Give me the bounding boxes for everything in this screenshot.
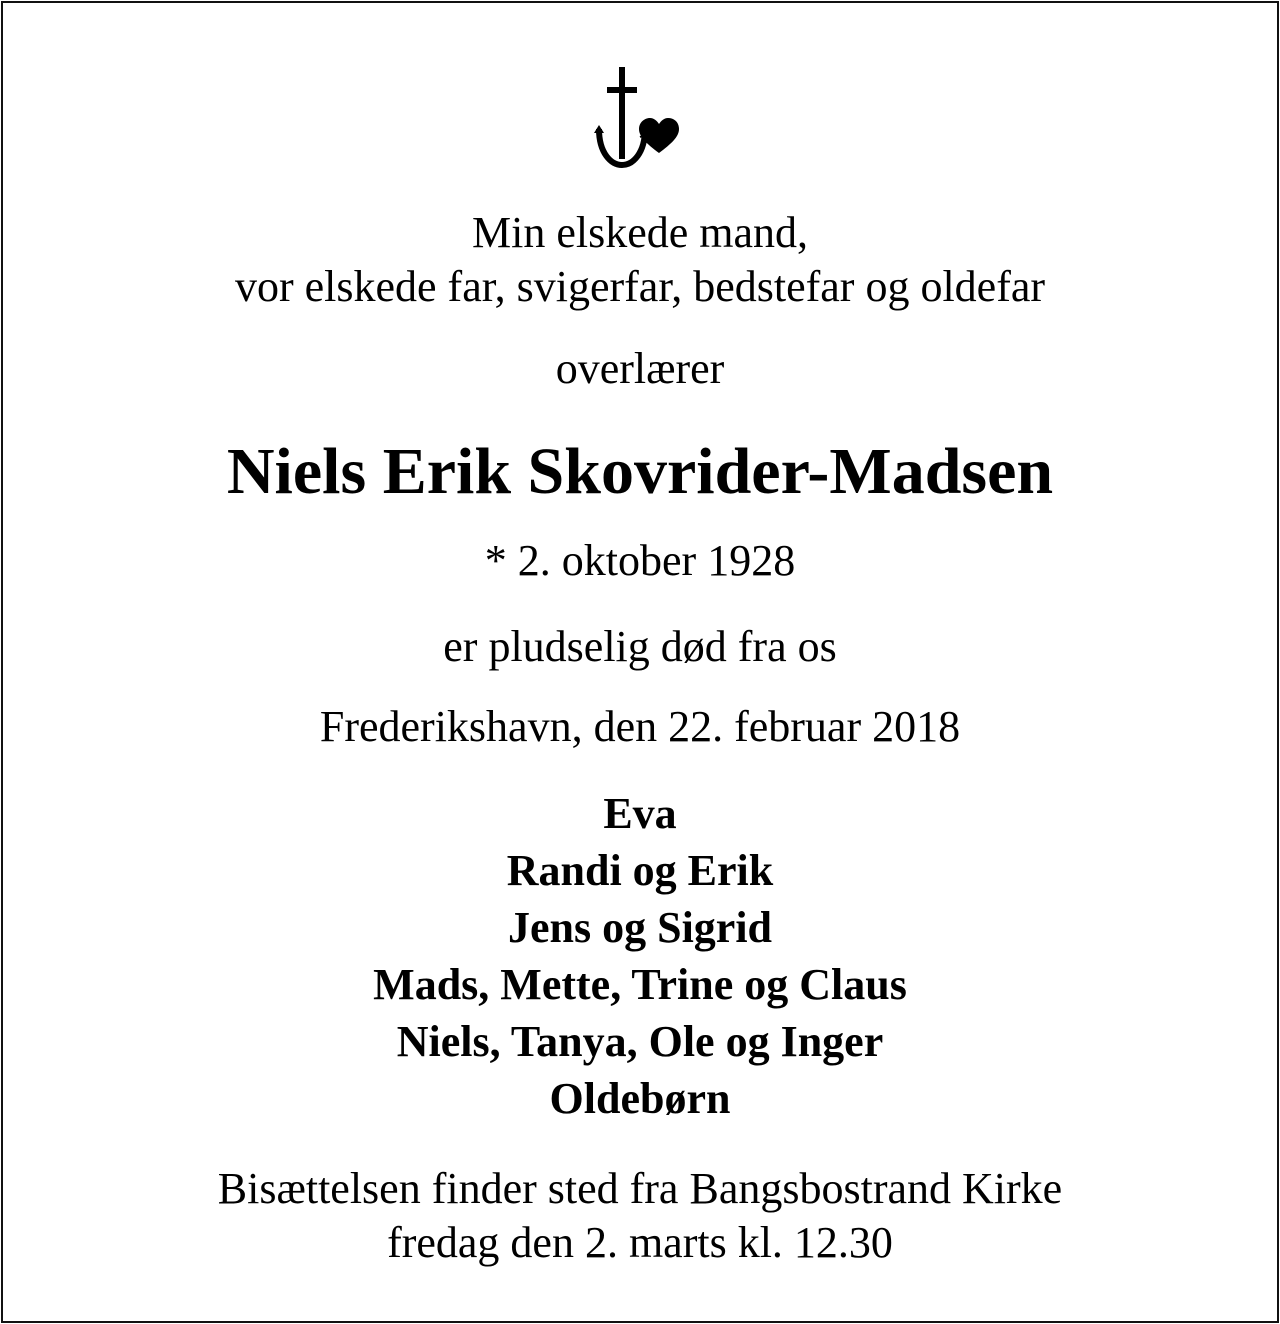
ceremony-location: Bisættelsen finder sted fra Bangsbostrand Kirke (217, 1164, 1063, 1213)
birth-date: * 2. oktober 1928 (484, 536, 796, 585)
death-text: er pludselig død fra os (443, 622, 837, 671)
deceased-name: Niels Erik Skovrider-Madsen (226, 435, 1054, 508)
place-and-date: Frederikshavn, den 22. februar 2018 (319, 702, 961, 751)
cross-anchor-heart-icon (593, 65, 693, 173)
deceased-title: overlærer (555, 344, 725, 393)
family-member: Mads, Mette, Trine og Claus (373, 960, 907, 1009)
family-member: Randi og Erik (506, 846, 774, 895)
obituary-notice (1, 1, 1279, 1323)
ceremony-time: fredag den 2. marts kl. 12.30 (387, 1218, 893, 1267)
intro-line-1: Min elskede mand, (471, 208, 809, 257)
family-member: Oldebørn (549, 1074, 731, 1123)
family-member: Jens og Sigrid (507, 903, 773, 952)
family-member: Eva (603, 789, 677, 838)
intro-line-2: vor elskede far, svigerfar, bedstefar og oldefar (234, 262, 1046, 311)
family-member: Niels, Tanya, Ole og Inger (396, 1017, 884, 1066)
family-list (3, 785, 1277, 1127)
